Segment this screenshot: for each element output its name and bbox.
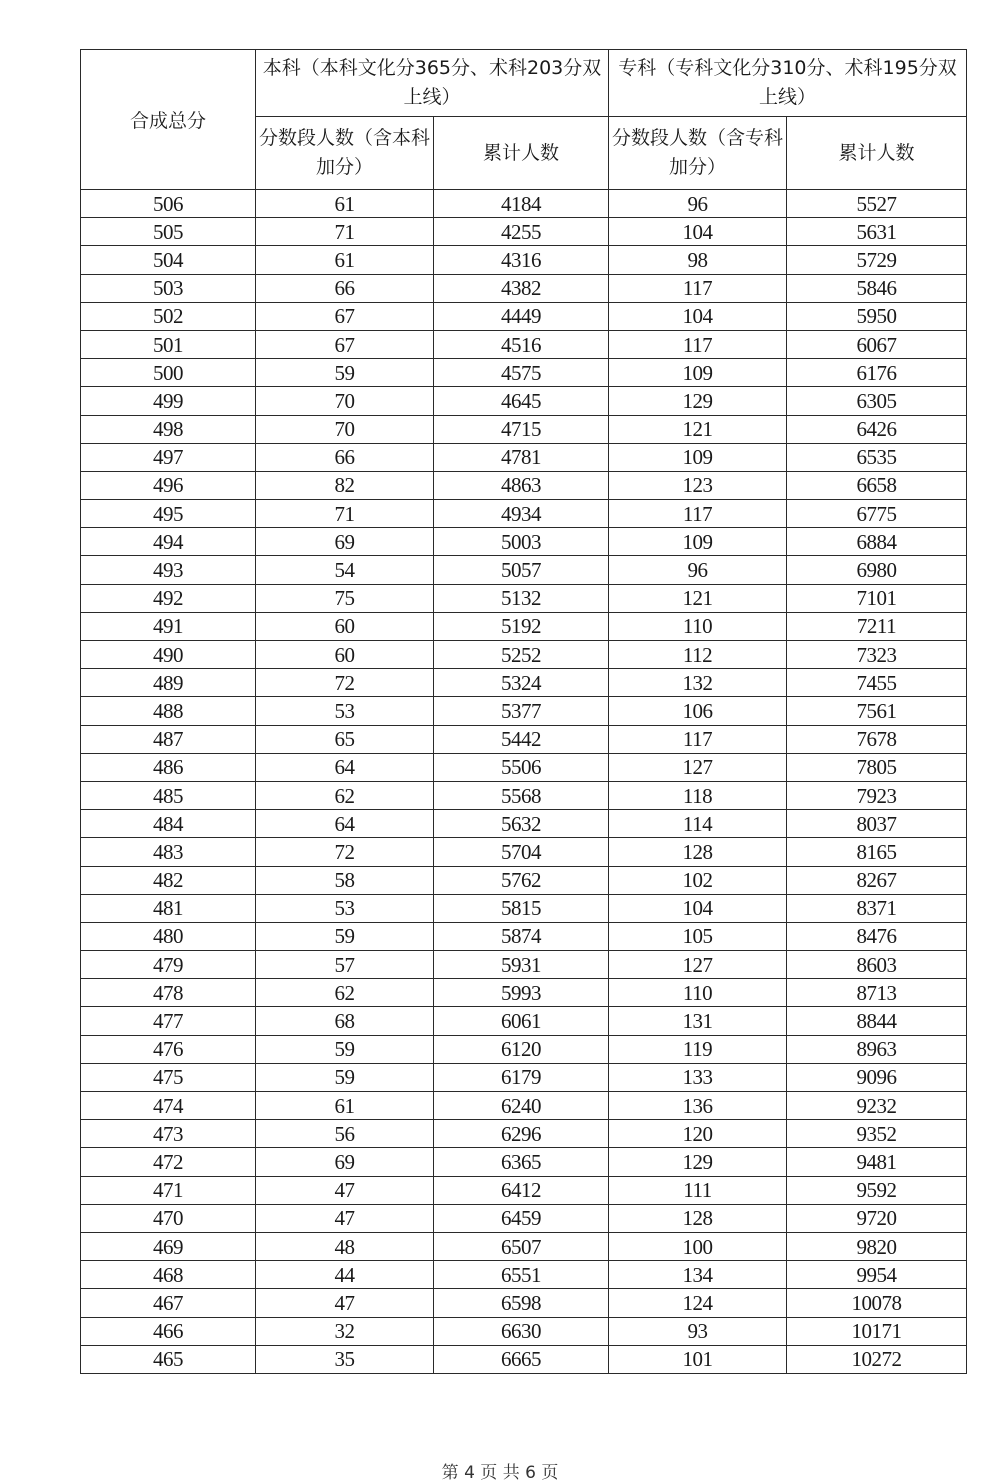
cell-benke-cumulative: 6459 (434, 1204, 609, 1232)
table-row (81, 500, 967, 528)
cell-zhuanke-cumulative: 8267 (787, 866, 967, 894)
table-row (81, 866, 967, 894)
cell-zhuanke-cumulative: 6176 (787, 359, 967, 387)
cell-zhuanke-count: 131 (609, 1007, 787, 1035)
cell-benke-cumulative: 5324 (434, 669, 609, 697)
table-row (81, 1345, 967, 1373)
table-row (81, 1289, 967, 1317)
table-body (81, 190, 967, 1374)
cell-zhuanke-count: 96 (609, 556, 787, 584)
cell-zhuanke-count: 104 (609, 302, 787, 330)
cell-benke-cumulative: 4645 (434, 387, 609, 415)
cell-benke-cumulative: 6061 (434, 1007, 609, 1035)
header-zhuanke-cumulative: 累计人数 (787, 117, 967, 190)
cell-benke-count: 62 (256, 979, 434, 1007)
cell-zhuanke-count: 109 (609, 443, 787, 471)
table-row (81, 612, 967, 640)
cell-benke-count: 60 (256, 641, 434, 669)
cell-benke-cumulative: 4449 (434, 302, 609, 330)
cell-zhuanke-cumulative: 8476 (787, 922, 967, 950)
table-row (81, 359, 967, 387)
table-row (81, 556, 967, 584)
cell-zhuanke-cumulative: 9481 (787, 1148, 967, 1176)
cell-total-score: 467 (81, 1289, 256, 1317)
cell-benke-cumulative: 6120 (434, 1035, 609, 1063)
header-group-zhuanke: 专科（专科文化分310分、术科195分双上线） (609, 50, 967, 117)
score-distribution-sheet (80, 49, 966, 1374)
cell-benke-cumulative: 5057 (434, 556, 609, 584)
cell-benke-cumulative: 5815 (434, 894, 609, 922)
cell-benke-count: 82 (256, 471, 434, 499)
page-number: 第 4 页 共 6 页 (441, 1463, 559, 1483)
cell-zhuanke-cumulative: 9820 (787, 1232, 967, 1260)
cell-benke-count: 47 (256, 1176, 434, 1204)
cell-zhuanke-count: 109 (609, 359, 787, 387)
table-row (81, 528, 967, 556)
table-row (81, 584, 967, 612)
cell-zhuanke-cumulative: 6305 (787, 387, 967, 415)
cell-total-score: 501 (81, 330, 256, 358)
cell-benke-cumulative: 6551 (434, 1261, 609, 1289)
cell-total-score: 481 (81, 894, 256, 922)
cell-zhuanke-count: 132 (609, 669, 787, 697)
cell-zhuanke-cumulative: 9096 (787, 1063, 967, 1091)
cell-total-score: 470 (81, 1204, 256, 1232)
cell-zhuanke-cumulative: 7101 (787, 584, 967, 612)
cell-total-score: 483 (81, 838, 256, 866)
cell-benke-count: 53 (256, 894, 434, 922)
cell-total-score: 478 (81, 979, 256, 1007)
cell-benke-cumulative: 4316 (434, 246, 609, 274)
cell-benke-cumulative: 4934 (434, 500, 609, 528)
cell-zhuanke-cumulative: 8963 (787, 1035, 967, 1063)
cell-total-score: 497 (81, 443, 256, 471)
table-row (81, 274, 967, 302)
cell-zhuanke-count: 134 (609, 1261, 787, 1289)
table-row (81, 302, 967, 330)
cell-benke-count: 67 (256, 330, 434, 358)
score-distribution-table (80, 49, 967, 1374)
cell-zhuanke-count: 117 (609, 274, 787, 302)
cell-total-score: 482 (81, 866, 256, 894)
cell-zhuanke-cumulative: 5846 (787, 274, 967, 302)
table-row (81, 697, 967, 725)
cell-benke-cumulative: 6598 (434, 1289, 609, 1317)
cell-total-score: 500 (81, 359, 256, 387)
cell-benke-count: 69 (256, 528, 434, 556)
cell-benke-cumulative: 6296 (434, 1120, 609, 1148)
cell-benke-count: 54 (256, 556, 434, 584)
cell-benke-cumulative: 6240 (434, 1092, 609, 1120)
cell-benke-count: 47 (256, 1289, 434, 1317)
cell-total-score: 505 (81, 218, 256, 246)
table-row (81, 1317, 967, 1345)
cell-zhuanke-cumulative: 10078 (787, 1289, 967, 1317)
cell-benke-cumulative: 5931 (434, 951, 609, 979)
cell-total-score: 469 (81, 1232, 256, 1260)
cell-total-score: 493 (81, 556, 256, 584)
cell-benke-cumulative: 5442 (434, 725, 609, 753)
cell-zhuanke-count: 129 (609, 387, 787, 415)
header-benke-count: 分数段人数（含本科加分） (256, 117, 434, 190)
cell-zhuanke-count: 101 (609, 1345, 787, 1373)
cell-total-score: 495 (81, 500, 256, 528)
cell-zhuanke-cumulative: 6658 (787, 471, 967, 499)
table-row (81, 1232, 967, 1260)
cell-benke-cumulative: 5874 (434, 922, 609, 950)
cell-benke-cumulative: 4184 (434, 190, 609, 218)
cell-zhuanke-cumulative: 7455 (787, 669, 967, 697)
cell-benke-cumulative: 5192 (434, 612, 609, 640)
cell-benke-cumulative: 4863 (434, 471, 609, 499)
cell-benke-count: 70 (256, 415, 434, 443)
cell-zhuanke-cumulative: 7923 (787, 781, 967, 809)
cell-zhuanke-count: 118 (609, 781, 787, 809)
cell-benke-count: 62 (256, 781, 434, 809)
cell-benke-count: 32 (256, 1317, 434, 1345)
cell-zhuanke-count: 120 (609, 1120, 787, 1148)
table-row (81, 838, 967, 866)
cell-benke-cumulative: 4715 (434, 415, 609, 443)
table-row (81, 1035, 967, 1063)
cell-zhuanke-count: 128 (609, 1204, 787, 1232)
cell-zhuanke-count: 117 (609, 500, 787, 528)
cell-benke-cumulative: 5132 (434, 584, 609, 612)
cell-benke-cumulative: 5993 (434, 979, 609, 1007)
table-row (81, 1176, 967, 1204)
cell-benke-count: 53 (256, 697, 434, 725)
cell-total-score: 475 (81, 1063, 256, 1091)
cell-benke-cumulative: 5704 (434, 838, 609, 866)
cell-benke-count: 60 (256, 612, 434, 640)
cell-total-score: 498 (81, 415, 256, 443)
table-row (81, 951, 967, 979)
header-row-groups (81, 50, 967, 117)
cell-total-score: 485 (81, 781, 256, 809)
cell-zhuanke-count: 98 (609, 246, 787, 274)
cell-total-score: 487 (81, 725, 256, 753)
cell-benke-count: 57 (256, 951, 434, 979)
table-row (81, 1120, 967, 1148)
cell-zhuanke-count: 119 (609, 1035, 787, 1063)
table-row (81, 190, 967, 218)
cell-zhuanke-count: 109 (609, 528, 787, 556)
cell-zhuanke-cumulative: 9954 (787, 1261, 967, 1289)
cell-total-score: 494 (81, 528, 256, 556)
cell-zhuanke-cumulative: 9720 (787, 1204, 967, 1232)
cell-benke-count: 64 (256, 753, 434, 781)
cell-zhuanke-cumulative: 7323 (787, 641, 967, 669)
cell-benke-cumulative: 5003 (434, 528, 609, 556)
cell-zhuanke-cumulative: 8037 (787, 810, 967, 838)
cell-zhuanke-cumulative: 8713 (787, 979, 967, 1007)
cell-zhuanke-count: 129 (609, 1148, 787, 1176)
cell-benke-cumulative: 4781 (434, 443, 609, 471)
cell-benke-cumulative: 6365 (434, 1148, 609, 1176)
cell-total-score: 488 (81, 697, 256, 725)
cell-benke-count: 59 (256, 1035, 434, 1063)
header-total-score: 合成总分 (81, 50, 256, 190)
cell-benke-cumulative: 5252 (434, 641, 609, 669)
cell-zhuanke-cumulative: 5950 (787, 302, 967, 330)
cell-benke-count: 48 (256, 1232, 434, 1260)
cell-benke-cumulative: 5762 (434, 866, 609, 894)
cell-zhuanke-cumulative: 8844 (787, 1007, 967, 1035)
cell-zhuanke-cumulative: 6426 (787, 415, 967, 443)
cell-total-score: 476 (81, 1035, 256, 1063)
cell-benke-cumulative: 4516 (434, 330, 609, 358)
table-row (81, 1261, 967, 1289)
table-row (81, 1007, 967, 1035)
cell-benke-count: 69 (256, 1148, 434, 1176)
cell-zhuanke-count: 111 (609, 1176, 787, 1204)
cell-benke-count: 35 (256, 1345, 434, 1373)
table-row (81, 669, 967, 697)
cell-zhuanke-count: 106 (609, 697, 787, 725)
cell-zhuanke-count: 121 (609, 584, 787, 612)
table-row (81, 471, 967, 499)
cell-zhuanke-cumulative: 6067 (787, 330, 967, 358)
cell-zhuanke-count: 121 (609, 415, 787, 443)
cell-zhuanke-count: 112 (609, 641, 787, 669)
cell-zhuanke-count: 114 (609, 810, 787, 838)
cell-benke-count: 56 (256, 1120, 434, 1148)
cell-benke-cumulative: 5377 (434, 697, 609, 725)
cell-benke-count: 65 (256, 725, 434, 753)
header-benke-cumulative: 累计人数 (434, 117, 609, 190)
cell-zhuanke-count: 127 (609, 951, 787, 979)
cell-benke-count: 66 (256, 274, 434, 302)
cell-total-score: 465 (81, 1345, 256, 1373)
cell-total-score: 479 (81, 951, 256, 979)
cell-benke-count: 66 (256, 443, 434, 471)
cell-benke-cumulative: 5568 (434, 781, 609, 809)
cell-zhuanke-count: 124 (609, 1289, 787, 1317)
cell-zhuanke-cumulative: 9352 (787, 1120, 967, 1148)
cell-zhuanke-count: 127 (609, 753, 787, 781)
cell-zhuanke-cumulative: 8603 (787, 951, 967, 979)
cell-zhuanke-cumulative: 8371 (787, 894, 967, 922)
cell-benke-cumulative: 5632 (434, 810, 609, 838)
cell-benke-count: 58 (256, 866, 434, 894)
cell-zhuanke-count: 104 (609, 894, 787, 922)
cell-total-score: 504 (81, 246, 256, 274)
cell-zhuanke-cumulative: 10171 (787, 1317, 967, 1345)
cell-total-score: 468 (81, 1261, 256, 1289)
cell-benke-cumulative: 6665 (434, 1345, 609, 1373)
cell-benke-count: 67 (256, 302, 434, 330)
table-row (81, 330, 967, 358)
cell-benke-count: 59 (256, 1063, 434, 1091)
cell-zhuanke-count: 100 (609, 1232, 787, 1260)
cell-zhuanke-cumulative: 10272 (787, 1345, 967, 1373)
cell-zhuanke-count: 105 (609, 922, 787, 950)
cell-benke-count: 61 (256, 190, 434, 218)
cell-total-score: 466 (81, 1317, 256, 1345)
cell-total-score: 492 (81, 584, 256, 612)
cell-zhuanke-cumulative: 7211 (787, 612, 967, 640)
header-group-benke: 本科（本科文化分365分、术科203分双上线） (256, 50, 609, 117)
cell-zhuanke-count: 110 (609, 979, 787, 1007)
cell-benke-cumulative: 4382 (434, 274, 609, 302)
cell-benke-count: 44 (256, 1261, 434, 1289)
cell-benke-cumulative: 6630 (434, 1317, 609, 1345)
table-row (81, 443, 967, 471)
table-row (81, 246, 967, 274)
cell-zhuanke-count: 136 (609, 1092, 787, 1120)
cell-zhuanke-cumulative: 5631 (787, 218, 967, 246)
cell-zhuanke-count: 133 (609, 1063, 787, 1091)
cell-total-score: 484 (81, 810, 256, 838)
cell-zhuanke-cumulative: 5527 (787, 190, 967, 218)
cell-benke-cumulative: 6507 (434, 1232, 609, 1260)
cell-zhuanke-count: 128 (609, 838, 787, 866)
cell-benke-count: 71 (256, 500, 434, 528)
cell-total-score: 486 (81, 753, 256, 781)
cell-benke-count: 72 (256, 669, 434, 697)
table-row (81, 810, 967, 838)
cell-total-score: 491 (81, 612, 256, 640)
table-row (81, 641, 967, 669)
cell-zhuanke-count: 93 (609, 1317, 787, 1345)
cell-total-score: 477 (81, 1007, 256, 1035)
cell-zhuanke-count: 123 (609, 471, 787, 499)
table-row (81, 387, 967, 415)
cell-zhuanke-count: 117 (609, 330, 787, 358)
cell-benke-count: 68 (256, 1007, 434, 1035)
table-row (81, 1092, 967, 1120)
cell-total-score: 471 (81, 1176, 256, 1204)
cell-benke-cumulative: 4575 (434, 359, 609, 387)
cell-benke-count: 47 (256, 1204, 434, 1232)
cell-benke-cumulative: 5506 (434, 753, 609, 781)
table-row (81, 894, 967, 922)
table-row (81, 781, 967, 809)
table-row (81, 753, 967, 781)
cell-benke-count: 72 (256, 838, 434, 866)
cell-benke-count: 59 (256, 922, 434, 950)
cell-total-score: 503 (81, 274, 256, 302)
table-row (81, 415, 967, 443)
cell-total-score: 473 (81, 1120, 256, 1148)
cell-zhuanke-cumulative: 7561 (787, 697, 967, 725)
cell-total-score: 506 (81, 190, 256, 218)
cell-benke-cumulative: 4255 (434, 218, 609, 246)
cell-zhuanke-cumulative: 9592 (787, 1176, 967, 1204)
cell-zhuanke-count: 96 (609, 190, 787, 218)
cell-zhuanke-count: 110 (609, 612, 787, 640)
cell-total-score: 502 (81, 302, 256, 330)
cell-benke-count: 61 (256, 246, 434, 274)
cell-total-score: 490 (81, 641, 256, 669)
cell-zhuanke-cumulative: 7678 (787, 725, 967, 753)
cell-total-score: 489 (81, 669, 256, 697)
cell-benke-count: 61 (256, 1092, 434, 1120)
cell-zhuanke-cumulative: 6775 (787, 500, 967, 528)
cell-zhuanke-count: 104 (609, 218, 787, 246)
cell-total-score: 480 (81, 922, 256, 950)
cell-zhuanke-count: 117 (609, 725, 787, 753)
table-row (81, 922, 967, 950)
table-row (81, 979, 967, 1007)
cell-total-score: 474 (81, 1092, 256, 1120)
cell-benke-cumulative: 6412 (434, 1176, 609, 1204)
header-zhuanke-count: 分数段人数（含专科加分） (609, 117, 787, 190)
cell-benke-count: 71 (256, 218, 434, 246)
table-row (81, 1148, 967, 1176)
cell-zhuanke-cumulative: 9232 (787, 1092, 967, 1120)
cell-zhuanke-cumulative: 8165 (787, 838, 967, 866)
cell-benke-count: 64 (256, 810, 434, 838)
cell-benke-cumulative: 6179 (434, 1063, 609, 1091)
cell-zhuanke-cumulative: 6980 (787, 556, 967, 584)
cell-total-score: 496 (81, 471, 256, 499)
table-row (81, 725, 967, 753)
table-row (81, 1063, 967, 1091)
cell-total-score: 472 (81, 1148, 256, 1176)
table-row (81, 1204, 967, 1232)
cell-zhuanke-cumulative: 6884 (787, 528, 967, 556)
table-row (81, 218, 967, 246)
cell-total-score: 499 (81, 387, 256, 415)
cell-benke-count: 75 (256, 584, 434, 612)
cell-benke-count: 70 (256, 387, 434, 415)
cell-zhuanke-cumulative: 7805 (787, 753, 967, 781)
cell-zhuanke-cumulative: 5729 (787, 246, 967, 274)
cell-zhuanke-cumulative: 6535 (787, 443, 967, 471)
cell-zhuanke-count: 102 (609, 866, 787, 894)
cell-benke-count: 59 (256, 359, 434, 387)
